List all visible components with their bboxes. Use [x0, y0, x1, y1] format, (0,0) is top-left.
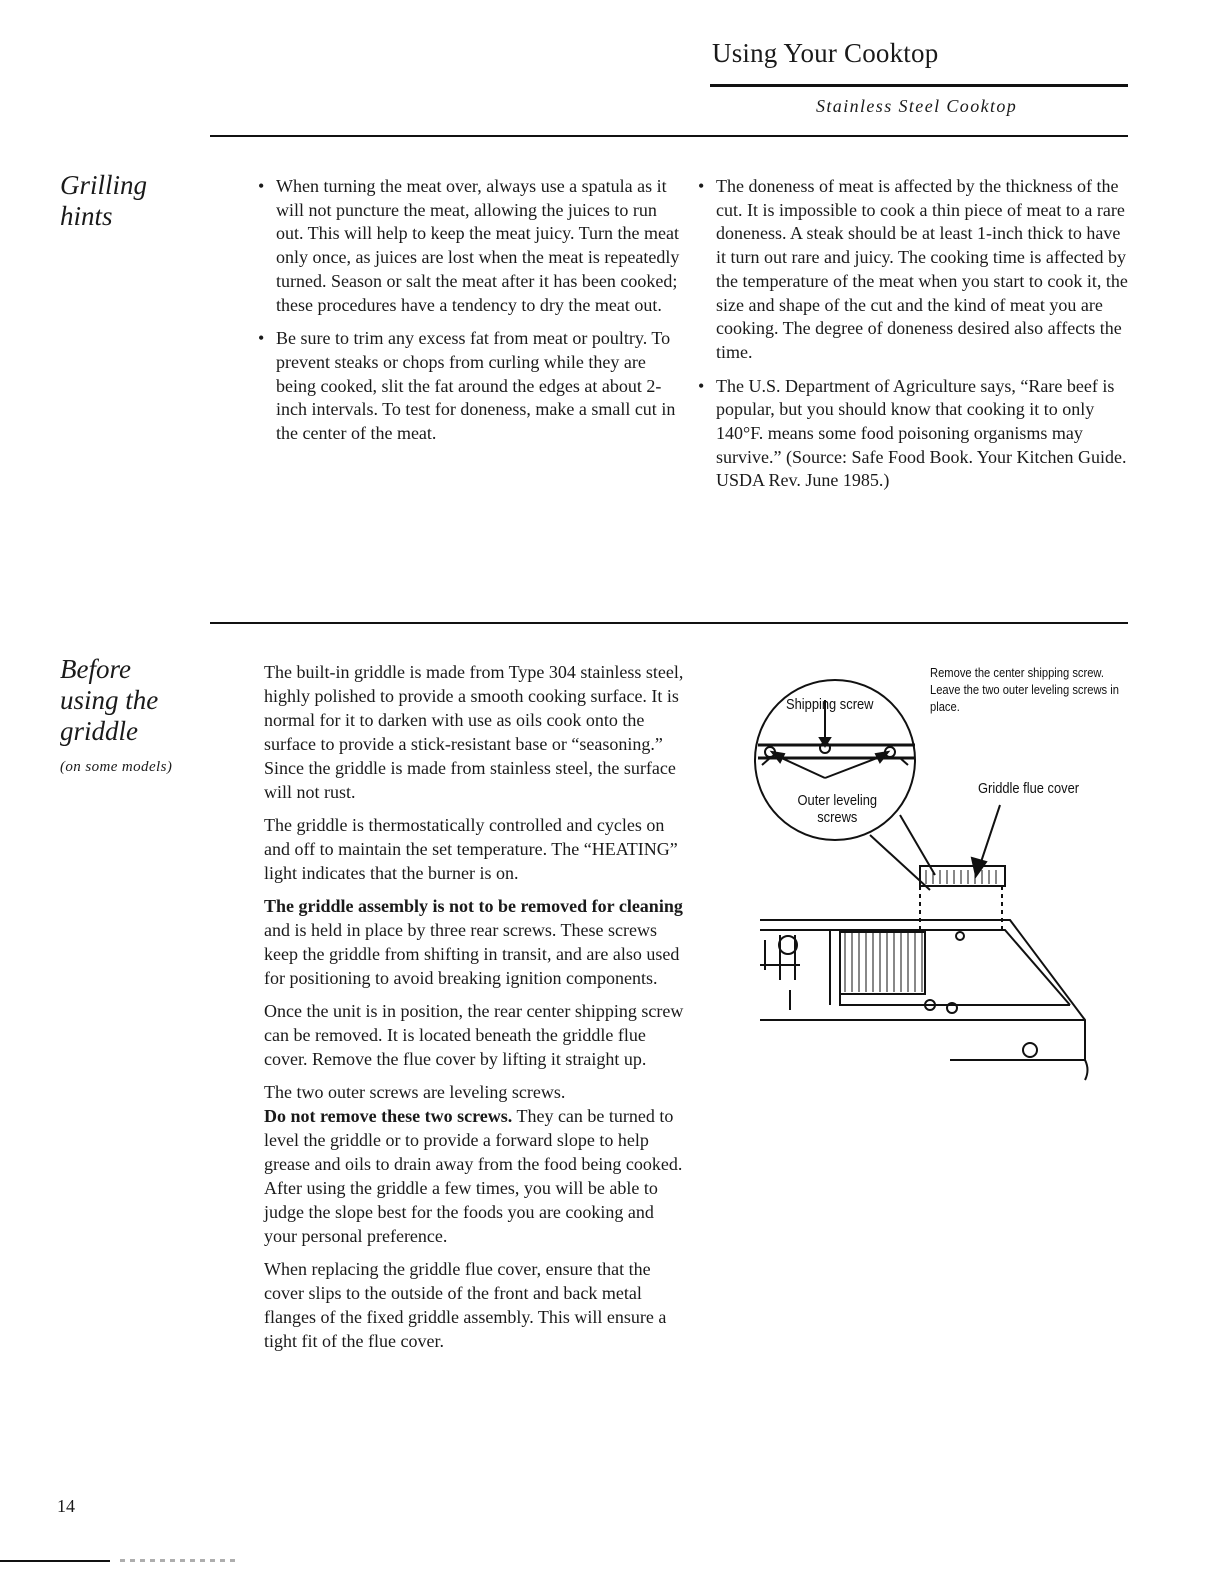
grilling-bullet: • The U.S. Department of Agriculture says, “Rare beef is popular, but you should know that cooking it to only 140°F. means some food poisoning organisms may survive.” (Source: Safe Food Book. Your Kitchen Guide. USDA Rev. June 1985.) — [694, 375, 1128, 494]
figure-label-outer: Outer leveling screws — [797, 792, 878, 826]
griddle-paragraph: The griddle is thermostatically controlled and cycles on and off to maintain the set temperature. The “HEATING” light indicates that the burner is on. — [264, 815, 678, 883]
grilling-column-right — [694, 175, 1128, 493]
page-number: 14 — [57, 1496, 75, 1516]
page-title: Using Your Cooktop — [712, 38, 939, 68]
figure-label-shipping: Shipping screw — [786, 696, 874, 713]
bottom-rule — [0, 1560, 110, 1562]
header-rule — [710, 84, 1128, 87]
griddle-heading — [60, 654, 172, 783]
grilling-bullet: • Be sure to trim any excess fat from meat or poultry. To prevent steaks or chops from curling while they are being cooked, slit the fat around the edges at about 2-inch intervals. To test for doneness, make a small cut in the center of the meat. — [254, 327, 684, 446]
griddle-leveling-rest: They can be turned to level the griddle or to provide a forward slope to help grease and oils to drain away from the food being cooked. After using the griddle a few times, you will be able to judge the slope best for the foods you are cooking and your personal preference. — [264, 1106, 683, 1246]
griddle-heading-line: griddle — [60, 716, 138, 746]
grilling-column-left — [254, 175, 684, 446]
griddle-heading-line: using the — [60, 685, 159, 715]
griddle-leveling-intro: The two outer screws are leveling screws. — [264, 1082, 566, 1102]
griddle-leveling-warning: Do not remove these two screws. — [264, 1106, 513, 1126]
grilling-bullet: • The doneness of meat is affected by the thickness of the cut. It is impossible to cook a thin piece of meat to a rare doneness. A steak should be at least 1-inch thick to have it turn out rare and juicy. The cooking time is affected by the temperature of the meat when you start to cook it, the size and shape of the cut and the kind of meat you are cooking. The degree of doneness desired also affects the time. — [694, 175, 1128, 365]
figure-label-flue: Griddle flue cover — [978, 780, 1080, 797]
griddle-model-note: (on some models) — [60, 759, 173, 775]
grilling-bullet: • When turning the meat over, always use a spatula as it will not puncture the meat, allowing the juices to run out. This will help to keep the meat juicy. Turn the meat only once, as juices are lost when the meat is repeatedly turned. Season or salt the meat after it has been cooked; these procedures have a tendency to dry the meat out. — [254, 175, 684, 317]
griddle-heading-line: Before — [60, 654, 131, 684]
grilling-heading — [60, 170, 147, 232]
grilling-heading-line: hints — [60, 201, 113, 231]
page-subtitle: Stainless Steel Cooktop — [816, 96, 1018, 116]
bottom-scan-marks — [120, 1559, 235, 1562]
griddle-paragraph: Once the unit is in position, the rear center shipping screw can be removed. It is located beneath the griddle flue cover. Remove the flue cover by lifting it straight up. — [264, 1001, 684, 1069]
griddle-warning-rest: and is held in place by three rear screws. These screws keep the griddle from shifting in transit, and are also used for positioning to avoid breaking ignition components. — [264, 920, 680, 988]
section-divider — [210, 622, 1128, 624]
griddle-text-column — [264, 660, 689, 1362]
griddle-warning-bold: The griddle assembly is not to be removed for cleaning — [264, 896, 683, 916]
griddle-paragraph: When replacing the griddle flue cover, ensure that the cover slips to the outside of the front and back metal flanges of the fixed griddle assembly. This will ensure a tight fit of the flue cover. — [264, 1259, 667, 1351]
griddle-paragraph: The built-in griddle is made from Type 304 stainless steel, highly polished to provide a smooth cooking surface. It is normal for it to darken with use as oils cook onto the surface to provide a stick-resistant base or “seasoning.” Since the griddle is made from stainless steel, the surface will not rust. — [264, 662, 684, 802]
section-divider — [210, 135, 1128, 137]
griddle-paragraph — [264, 894, 689, 990]
griddle-diagram — [740, 640, 1130, 1100]
grilling-heading-line: Grilling — [60, 170, 148, 200]
griddle-paragraph — [264, 1080, 689, 1248]
figure-label-remove: Remove the center shipping screw. Leave the two outer leveling screws in place. — [930, 665, 1119, 714]
